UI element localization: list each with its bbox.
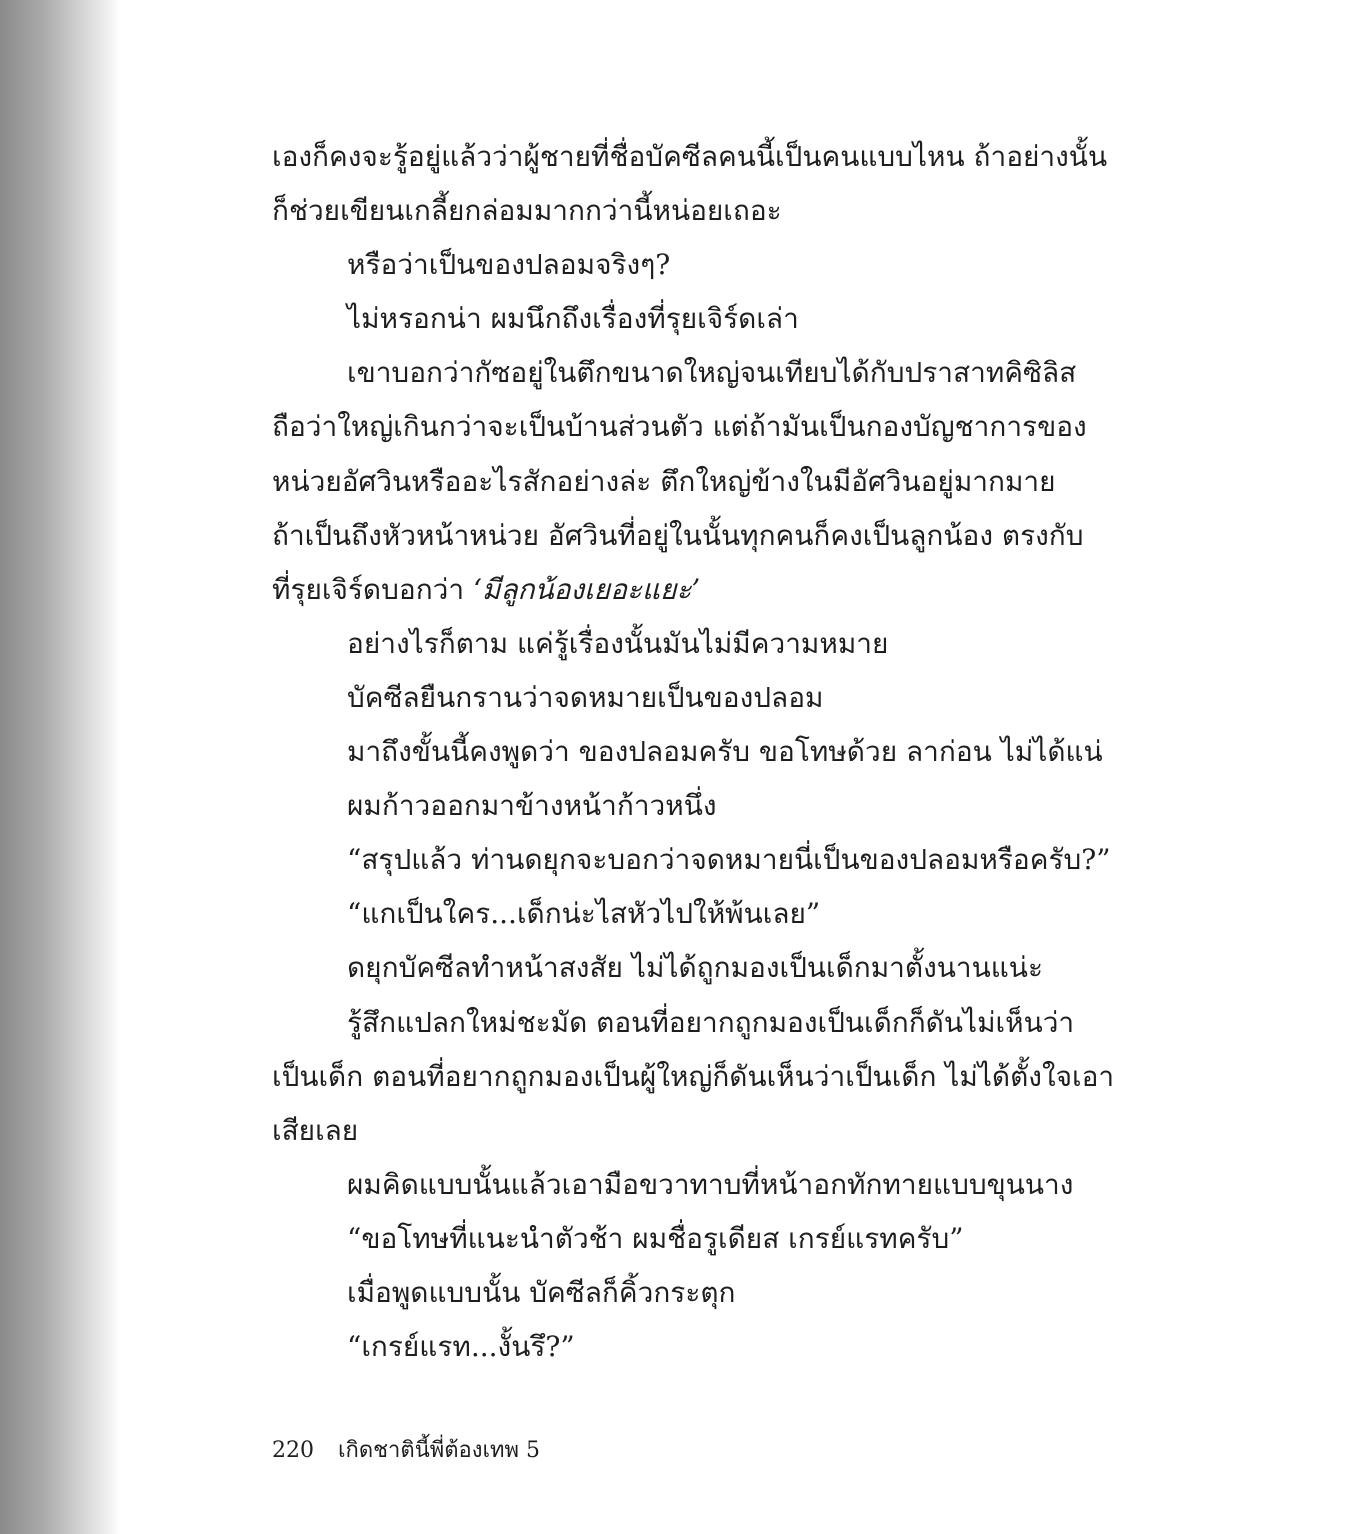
text-line: ถ้าเป็นถึงหัวหน้าหน่วย อัศวินที่อยู่ในนั้นทุกคนก็คงเป็นลูกน้อง ตรงกับ	[272, 518, 1084, 552]
text-line: ถือว่าใหญ่เกินกว่าจะเป็นบ้านส่วนตัว แต่ถ้ามันเป็นกองบัญชาการของ	[272, 410, 1087, 444]
text-line: เขาบอกว่ากัซอยู่ในตึกขนาดใหญ่จนเทียบได้กับปราสาทคิซิลิส	[347, 356, 1077, 390]
text-line: ดยุกบัคซีลทำหน้าสงสัย ไม่ได้ถูกมองเป็นเด็กมาตั้งนานแน่ะ	[347, 951, 1043, 985]
binding-shadow	[0, 0, 120, 1534]
emphasis-quote: ‘มีลูกน้องเยอะแยะ’	[473, 572, 701, 606]
body-text	[272, 130, 1115, 1374]
page-footer	[272, 1432, 540, 1467]
page-number: 220	[272, 1438, 314, 1463]
text-line: “เกรย์แรท...งั้นรึ?”	[347, 1330, 575, 1364]
text-line: เองก็คงจะรู้อยู่แล้วว่าผู้ชายที่ชื่อบัคซีลคนนี้เป็นคนแบบไหน ถ้าอย่างนั้น	[272, 140, 1108, 173]
text-line: เสียเลย	[272, 1113, 359, 1147]
text-line: “แกเป็นใคร...เด็กน่ะไสหัวไปให้พ้นเลย”	[347, 897, 821, 931]
text-line: บัคซีลยืนกรานว่าจดหมายเป็นของปลอม	[347, 680, 824, 714]
book-title: เกิดชาตินี้พี่ต้องเทพ 5	[338, 1438, 540, 1463]
text-line: ผมก้าวออกมาข้างหน้าก้าวหนึ่ง	[347, 789, 717, 823]
text-line: “สรุปแล้ว ท่านดยุกจะบอกว่าจดหมายนี่เป็นของปลอมหรือครับ?”	[347, 843, 1111, 877]
text-line	[272, 563, 1017, 617]
text-line: เป็นเด็ก ตอนที่อยากถูกมองเป็นผู้ใหญ่ก็ดันเห็นว่าเป็นเด็ก ไม่ได้ตั้งใจเอา	[272, 1059, 1115, 1093]
text-line: เมื่อพูดแบบนั้น บัคซีลก็คิ้วกระตุก	[347, 1275, 736, 1309]
text-line: ผมคิดแบบนั้นแล้วเอามือขวาทาบที่หน้าอกทักทายแบบขุนนาง	[347, 1167, 1074, 1201]
text-line: หน่วยอัศวินหรืออะไรสักอย่างล่ะ ตึกใหญ่ข้างในมีอัศวินอยู่มากมาย	[272, 464, 1056, 498]
text-line: หรือว่าเป็นของปลอมจริงๆ?	[347, 248, 671, 282]
text-line-start: ที่รุยเจิร์ดบอกว่า	[272, 572, 465, 606]
text-line: ไม่หรอกน่า ผมนึกถึงเรื่องที่รุยเจิร์ดเล่า	[347, 302, 799, 336]
text-line: “ขอโทษที่แนะนำตัวช้า ผมชื่อรูเดียส เกรย์แรทครับ”	[347, 1221, 964, 1255]
text-line: มาถึงขั้นนี้คงพูดว่า ของปลอมครับ ขอโทษด้วย ลาก่อน ไม่ได้แน่	[347, 735, 1103, 769]
text-line: รู้สึกแปลกใหม่ชะมัด ตอนที่อยากถูกมองเป็นเด็กก็ดันไม่เห็นว่า	[347, 1005, 1075, 1039]
text-line: ก็ช่วยเขียนเกลี้ยกล่อมมากกว่านี้หน่อยเถอะ	[272, 194, 782, 228]
text-line: อย่างไรก็ตาม แค่รู้เรื่องนั้นมันไม่มีความหมาย	[347, 626, 889, 660]
